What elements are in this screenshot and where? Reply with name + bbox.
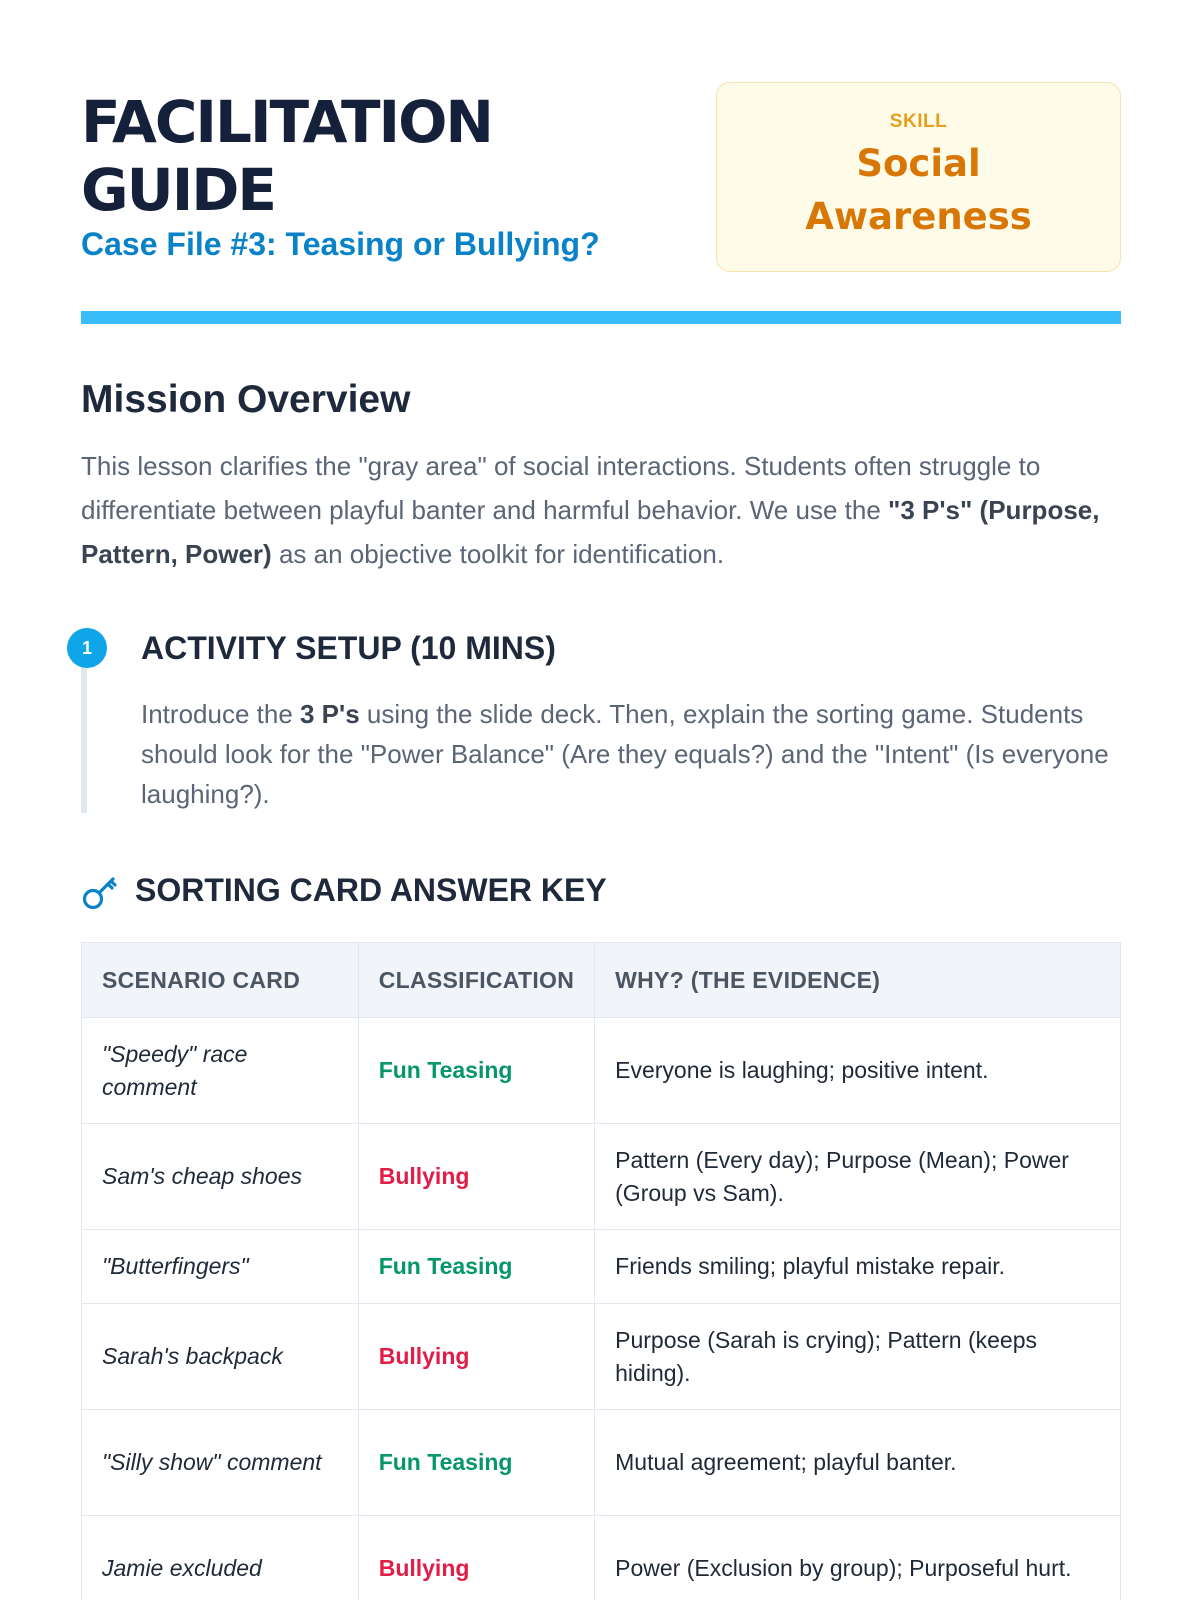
title-block bbox=[81, 88, 701, 263]
table-row bbox=[82, 1124, 1121, 1230]
classification-cell: Fun Teasing bbox=[358, 1410, 594, 1516]
mission-text bbox=[81, 444, 1126, 576]
evidence-cell: Friends smiling; playful mistake repair. bbox=[595, 1230, 1121, 1304]
scenario-cell: Sam's cheap shoes bbox=[82, 1124, 359, 1230]
classification-cell: Fun Teasing bbox=[358, 1230, 594, 1304]
evidence-cell: Everyone is laughing; positive intent. bbox=[595, 1018, 1121, 1124]
table-row bbox=[82, 1410, 1121, 1516]
mission-text-part-2: as an objective toolkit for identification. bbox=[271, 539, 725, 569]
evidence-cell: Mutual agreement; playful banter. bbox=[595, 1410, 1121, 1516]
step-text-bold: 3 P's bbox=[300, 699, 360, 729]
skill-value bbox=[717, 137, 1120, 243]
header-divider bbox=[81, 311, 1121, 324]
skill-label: SKILL bbox=[889, 111, 948, 132]
key-icon bbox=[80, 872, 120, 912]
step-text-part-1: Introduce the bbox=[141, 699, 300, 729]
column-header-classification: CLASSIFICATION bbox=[358, 943, 594, 1018]
scenario-cell: "Silly show" comment bbox=[82, 1410, 359, 1516]
column-header-scenario: SCENARIO CARD bbox=[82, 943, 359, 1018]
answer-key-heading: SORTING CARD ANSWER KEY bbox=[135, 872, 607, 908]
page-title-line-1: FACILITATION bbox=[81, 88, 492, 156]
mission-text-part-1: This lesson clarifies the "gray area" of social interactions. Students often struggle to differentiate between playful banter and harmful behavior. We use the bbox=[81, 451, 1041, 525]
mission-heading: Mission Overview bbox=[81, 378, 411, 421]
step-timeline-line bbox=[81, 648, 87, 813]
classification-cell: Bullying bbox=[358, 1124, 594, 1230]
evidence-cell: Pattern (Every day); Purpose (Mean); Power (Group vs Sam). bbox=[595, 1124, 1121, 1230]
scenario-cell: Jamie excluded bbox=[82, 1516, 359, 1600]
table-row bbox=[82, 1516, 1121, 1600]
column-header-evidence: WHY? (THE EVIDENCE) bbox=[595, 943, 1121, 1018]
table-header-row bbox=[82, 943, 1121, 1018]
skill-value-line-2: Awareness bbox=[805, 195, 1032, 238]
step-text-part-2: using the slide deck. Then, explain the sorting game. Students should look for the "Power Balance" (Are they equals?) and the "Intent" (Is everyone laughing?). bbox=[141, 699, 1109, 809]
answer-key-table bbox=[81, 942, 1121, 1600]
classification-cell: Bullying bbox=[358, 1516, 594, 1600]
table-row bbox=[82, 1304, 1121, 1410]
step-number-badge: 1 bbox=[67, 628, 107, 668]
classification-cell: Fun Teasing bbox=[358, 1018, 594, 1124]
page-title bbox=[81, 88, 701, 224]
page-title-line-2: GUIDE bbox=[81, 156, 276, 224]
table-row bbox=[82, 1018, 1121, 1124]
classification-cell: Bullying bbox=[358, 1304, 594, 1410]
scenario-cell: "Speedy" race comment bbox=[82, 1018, 359, 1124]
evidence-cell: Power (Exclusion by group); Purposeful hurt. bbox=[595, 1516, 1121, 1600]
page-subtitle: Case File #3: Teasing or Bullying? bbox=[81, 226, 600, 262]
table-row bbox=[82, 1230, 1121, 1304]
step-heading: ACTIVITY SETUP (10 MINS) bbox=[141, 630, 556, 666]
header bbox=[81, 82, 1121, 272]
scenario-cell: Sarah's backpack bbox=[82, 1304, 359, 1410]
skill-card bbox=[716, 82, 1121, 272]
skill-value-line-1: Social bbox=[856, 142, 981, 185]
evidence-cell: Purpose (Sarah is crying); Pattern (keeps hiding). bbox=[595, 1304, 1121, 1410]
step-text bbox=[141, 694, 1121, 814]
scenario-cell: "Butterfingers" bbox=[82, 1230, 359, 1304]
mission-text-bold: "3 P's" (Purpose, Pattern, Power) bbox=[81, 495, 1100, 569]
